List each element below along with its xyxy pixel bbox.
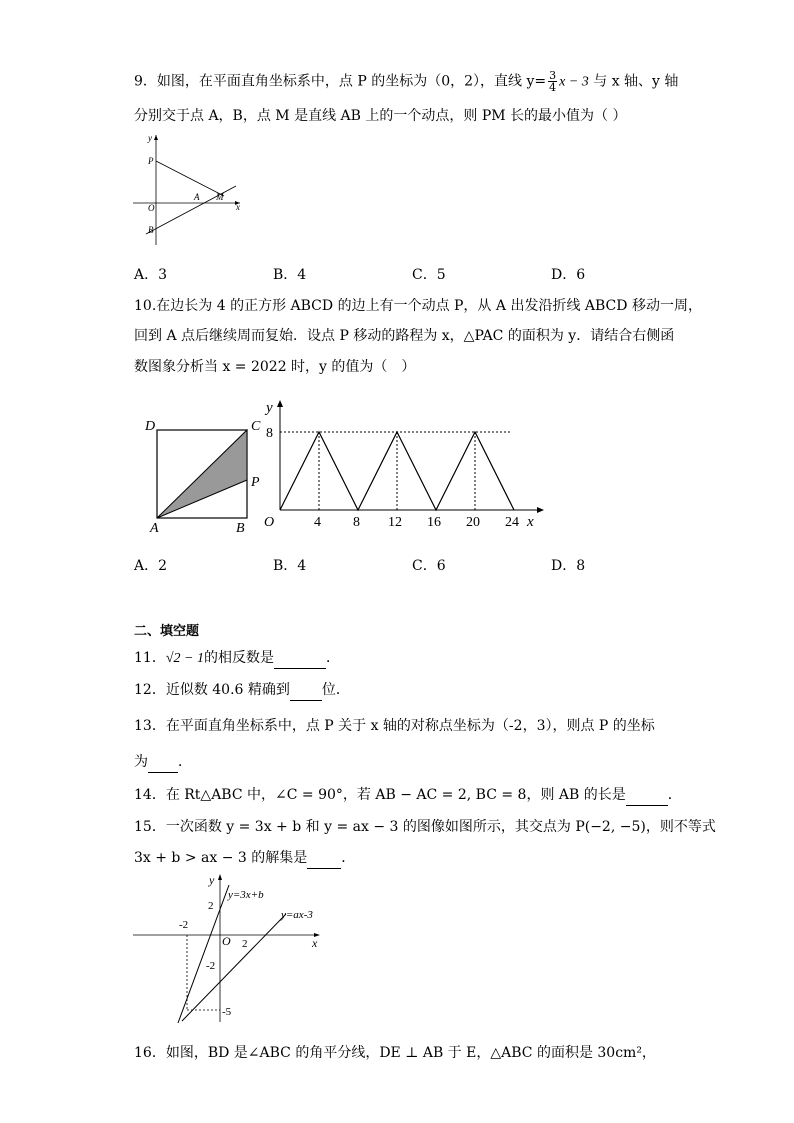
q13-text-b: ． [178, 754, 192, 770]
triangle-pac [157, 430, 247, 518]
x-arrow-icon [537, 507, 544, 513]
q14-line [134, 785, 682, 806]
q9-text-c: 与 x 轴、y 轴 [593, 73, 679, 90]
tick-x-2: 2 [242, 938, 248, 950]
q10-option-b[interactable]: B．4 [273, 558, 307, 574]
tick-y-neg5: -5 [222, 1006, 232, 1018]
q13-line2 [134, 752, 192, 773]
q12-text-b: 位． [321, 682, 350, 698]
tick-y-8: 8 [266, 426, 273, 441]
tick-x-neg2: -2 [179, 919, 189, 931]
label-b: B [236, 521, 245, 536]
q10-options [134, 555, 694, 575]
area-function-line [280, 432, 514, 510]
q10-line2: 回到 A 点后继续周而复始．设点 P 移动的路程为 x，△PAC 的面积为 y．请结合右侧函 [134, 328, 675, 344]
q14-end: ． [667, 787, 682, 803]
q12-line [134, 680, 350, 701]
q12-text-a: 12．近似数 40.6 精确到 [134, 682, 290, 698]
label-d: D [145, 419, 156, 434]
label-x: x [527, 514, 534, 530]
q9-option-a[interactable]: A．3 [134, 267, 168, 283]
y-arrow-icon [154, 135, 158, 140]
label-line2: y=ax-3 [281, 909, 313, 921]
fraction-three-quarters [548, 70, 557, 93]
frac-numerator: 3 [549, 69, 557, 82]
q10-square-figure [140, 412, 270, 537]
q11-text: 的相反数是 [203, 650, 274, 666]
q11-num: 11． [134, 650, 166, 666]
q13-text-a: 为 [134, 754, 148, 770]
label-p: P [148, 156, 154, 166]
q11-line [134, 648, 340, 669]
q9-line1 [134, 70, 678, 93]
q10-graph [262, 398, 552, 538]
label-o: O [222, 934, 231, 948]
y-arrow-icon [277, 400, 283, 407]
q15-answer-blank[interactable] [307, 848, 341, 869]
q14-text: 14．在 Rt△ABC 中，∠C = 90°，若 AB − AC = 2, BC = 8，则 AB 的长是 [134, 787, 626, 803]
q13-line1: 13．在平面直角坐标系中，点 P 关于 x 轴的对称点坐标为（-2，3），则点 P 的坐标 [134, 718, 655, 734]
q10-line1: 10.在边长为 4 的正方形 ABCD 的边上有一个动点 P，从 A 出发沿折线 ABCD 移动一周， [134, 298, 702, 314]
label-x: x [236, 202, 240, 212]
q9-text-b: x − 3 [559, 74, 589, 90]
label-o: O [264, 515, 275, 530]
q12-answer-blank[interactable] [290, 680, 322, 701]
label-x: x [312, 936, 318, 950]
q9-option-d[interactable]: D．6 [551, 267, 586, 283]
tick-x-12: 12 [388, 515, 402, 530]
label-y: y [266, 400, 273, 416]
q9-option-b[interactable]: B．4 [273, 267, 307, 283]
label-a: A [194, 192, 200, 202]
q10-option-d[interactable]: D．8 [551, 558, 586, 574]
label-b: B [148, 225, 154, 235]
q9-options [134, 264, 694, 284]
q9-figure [128, 130, 248, 250]
q15-text-a: 3x + b > ax − 3 的解集是 [134, 850, 308, 866]
q9-option-c[interactable]: C．5 [412, 267, 446, 283]
section-title-fill-blank: 二、填空题 [134, 624, 200, 639]
label-p: P [251, 475, 260, 490]
q15-figure [130, 872, 330, 1027]
line-ax-minus-3 [182, 914, 286, 1021]
label-y: y [148, 133, 152, 143]
q14-answer-blank[interactable] [626, 785, 668, 806]
label-o: O [148, 203, 155, 213]
q10-option-c[interactable]: C．6 [412, 558, 446, 574]
q11-answer-blank[interactable] [274, 648, 326, 669]
q15-line1: 15．一次函数 y = 3x + b 和 y = ax − 3 的图像如图所示，其交点为 P(−2, −5)，则不等式 [134, 819, 716, 835]
tick-x-20: 20 [466, 515, 480, 530]
q11-end: ． [325, 650, 340, 666]
line-3x-plus-b [178, 885, 229, 1023]
tick-x-4: 4 [314, 515, 321, 530]
y-arrow-icon [218, 874, 222, 880]
q10-option-a[interactable]: A．2 [134, 558, 168, 574]
label-y: y [209, 873, 215, 887]
q13-answer-blank[interactable] [148, 752, 178, 773]
q9-line2: 分别交于点 A，B，点 M 是直线 AB 上的一个动点，则 PM 长的最小值为（ ） [134, 108, 627, 124]
segment-pm [156, 161, 224, 196]
q10-line3: 数图象分析当 x = 2022 时，y 的值为（ ） [134, 359, 416, 375]
frac-denominator: 4 [549, 81, 557, 94]
q9-text-a: 9．如图，在平面直角坐标系中，点 P 的坐标为（0，2），直线 y= [134, 73, 547, 90]
label-line1: y=3x+b [228, 889, 264, 901]
label-m: M [216, 192, 224, 202]
tick-y-neg2: -2 [206, 960, 216, 972]
q11-expr: √2 − 1 [165, 651, 204, 666]
q15-text-b: ． [341, 850, 356, 866]
tick-y-2: 2 [208, 900, 214, 912]
tick-x-8: 8 [353, 515, 360, 530]
tick-x-16: 16 [427, 515, 441, 530]
tick-x-24: 24 [505, 515, 519, 530]
label-c: C [251, 419, 261, 434]
q15-line2 [134, 848, 355, 869]
q16-line1: 16．如图，BD 是∠ABC 的角平分线，DE ⊥ AB 于 E，△ABC 的面积是 30cm²， [134, 1045, 656, 1061]
label-a: A [150, 521, 159, 536]
